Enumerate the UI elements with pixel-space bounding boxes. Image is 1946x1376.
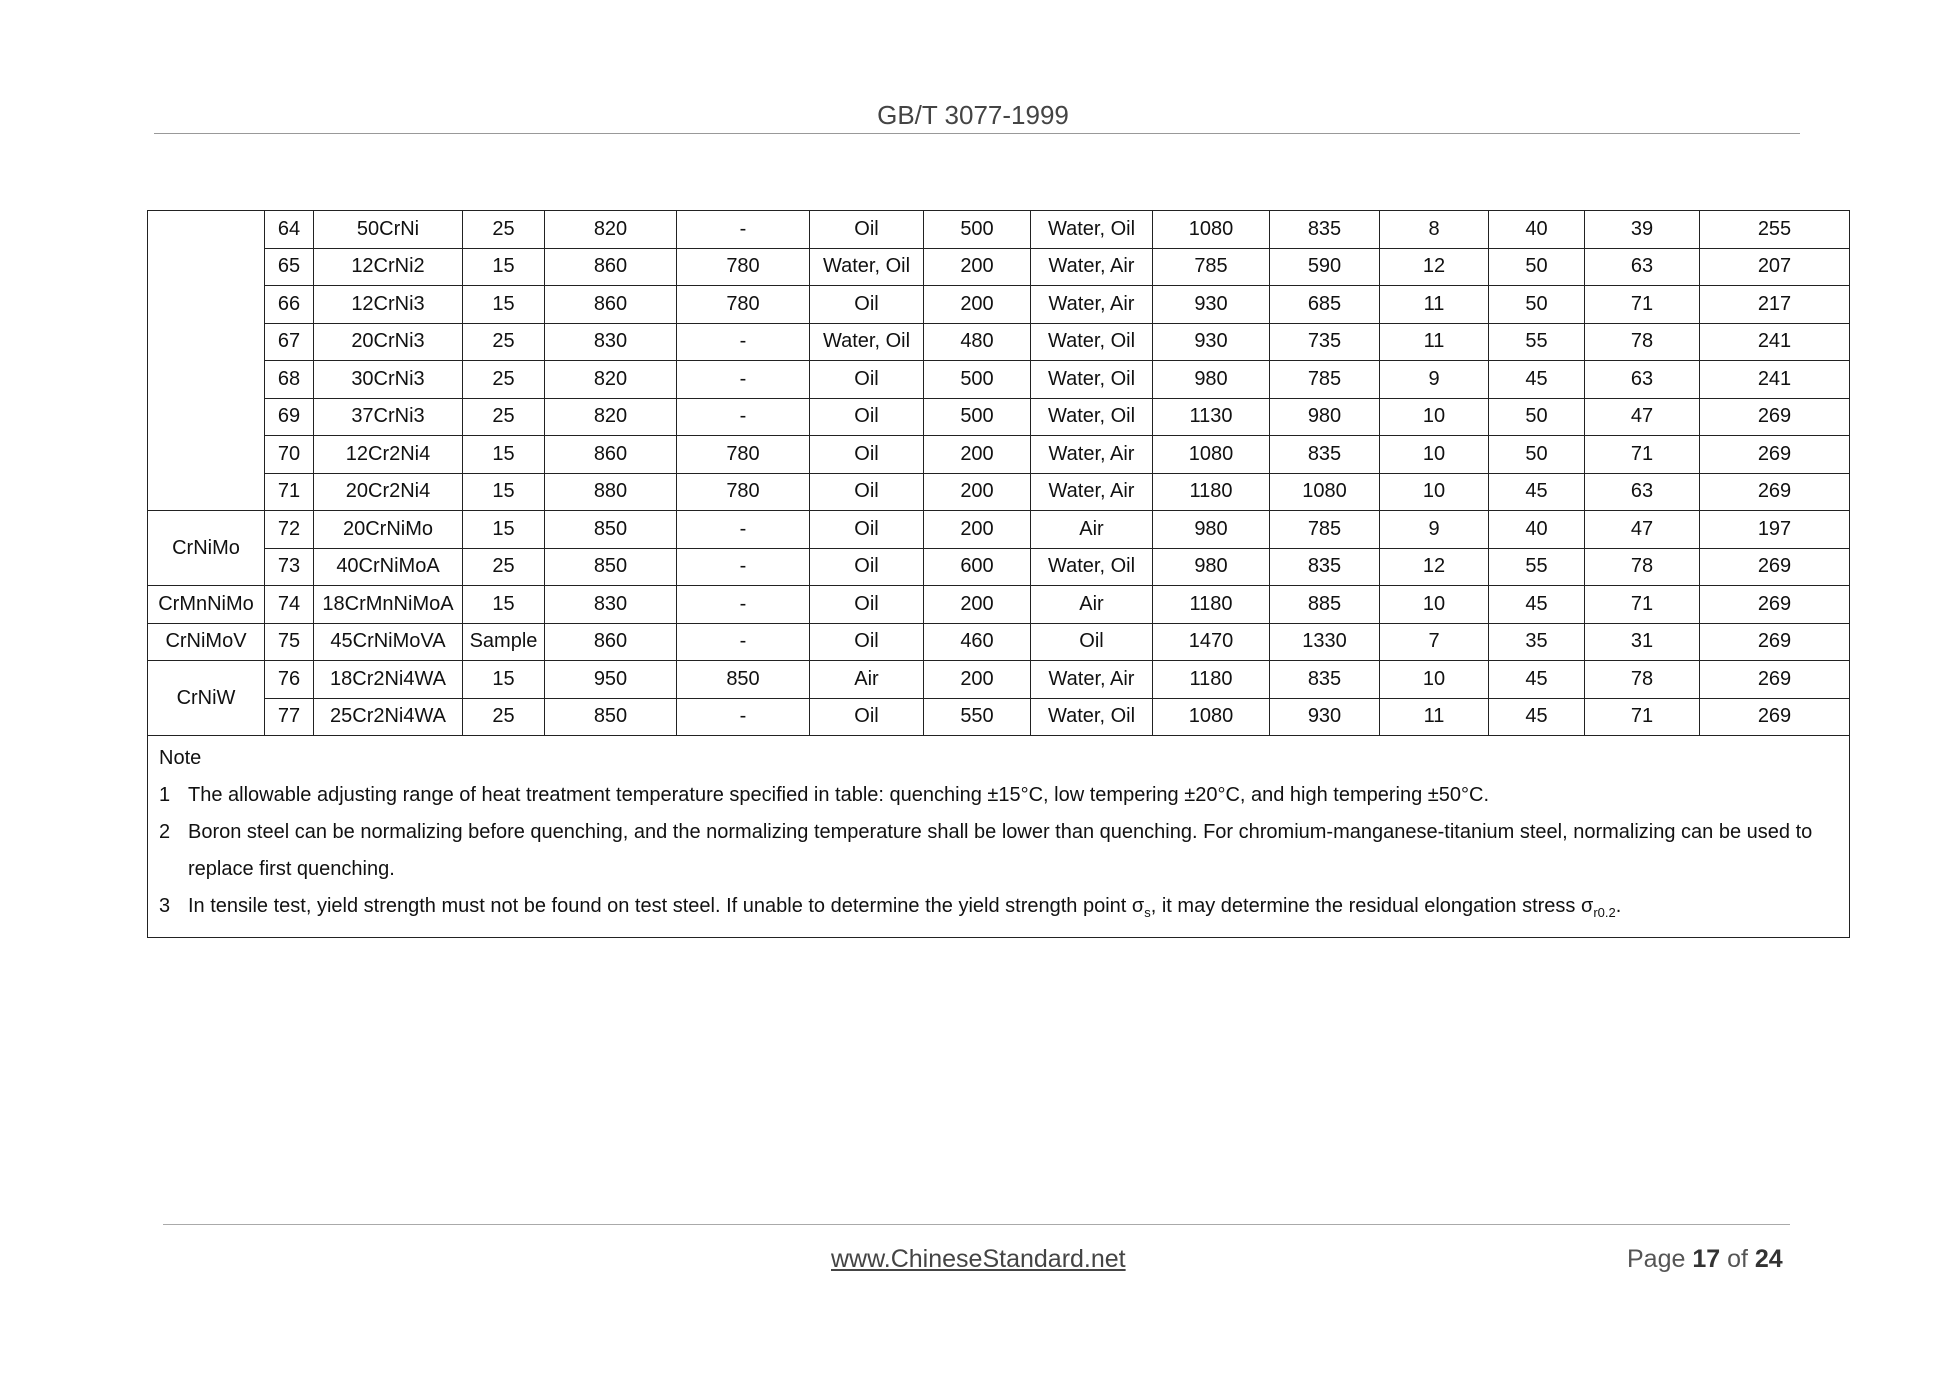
table-cell: Air — [810, 661, 924, 699]
row-number-cell: 76 — [265, 661, 314, 699]
subscript: r0.2 — [1593, 905, 1616, 920]
table-cell: 12 — [1380, 548, 1489, 586]
note-text-part: . — [1615, 895, 1622, 917]
table-cell: 241 — [1700, 323, 1850, 361]
note-2 — [148, 814, 1849, 888]
table-row — [148, 623, 1850, 661]
steel-grade-cell: 20Cr2Ni4 — [314, 473, 463, 511]
table-cell: 9 — [1380, 511, 1489, 549]
table-cell: 1080 — [1153, 436, 1270, 474]
table-cell: 10 — [1380, 398, 1489, 436]
table-cell: 1470 — [1153, 623, 1270, 661]
table-cell: Water, Air — [1031, 661, 1153, 699]
table-cell: 835 — [1270, 211, 1380, 249]
table-cell: Water, Oil — [810, 323, 924, 361]
table-cell: 10 — [1380, 586, 1489, 624]
table-row — [148, 361, 1850, 399]
table-row — [148, 698, 1850, 736]
table-cell: 45 — [1489, 473, 1585, 511]
table-cell: 269 — [1700, 698, 1850, 736]
table-row — [148, 436, 1850, 474]
table-cell: 930 — [1153, 323, 1270, 361]
table-cell: 269 — [1700, 661, 1850, 699]
table-cell: 71 — [1585, 436, 1700, 474]
table-cell: - — [677, 211, 810, 249]
page-indicator — [1627, 1245, 1783, 1274]
table-row — [148, 211, 1850, 249]
table-cell: 980 — [1153, 511, 1270, 549]
table-cell: Water, Oil — [1031, 398, 1153, 436]
table-cell: 200 — [924, 248, 1031, 286]
subscript: s — [1144, 905, 1151, 920]
table-cell: 15 — [463, 511, 545, 549]
table-cell: 980 — [1153, 548, 1270, 586]
table-cell: 15 — [463, 436, 545, 474]
table-cell: - — [677, 698, 810, 736]
table-cell: Water, Oil — [810, 248, 924, 286]
table-cell: 590 — [1270, 248, 1380, 286]
table-cell: 50 — [1489, 398, 1585, 436]
table-cell: 35 — [1489, 623, 1585, 661]
table-cell: 1130 — [1153, 398, 1270, 436]
steel-grade-cell: 37CrNi3 — [314, 398, 463, 436]
steel-grade-cell: 50CrNi — [314, 211, 463, 249]
row-number-cell: 66 — [265, 286, 314, 324]
table-cell: 10 — [1380, 661, 1489, 699]
table-cell: Sample — [463, 623, 545, 661]
table-cell: Water, Air — [1031, 436, 1153, 474]
table-cell: 25 — [463, 361, 545, 399]
note-number: 3 — [159, 895, 171, 917]
table-cell: 460 — [924, 623, 1031, 661]
note-text: The allowable adjusting range of heat treatment temperature specified in table: quenching ±15°C, low tempering ±20°C, and high tempering ±50°C. — [188, 784, 1490, 806]
table-cell: 1180 — [1153, 473, 1270, 511]
note-text: Boron steel can be normalizing before quenching, and the normalizing temperature shall be lower than quenching. For chromium-manganese-titanium steel, normalizing can be used to replace first quenching. — [188, 821, 1813, 880]
table-row — [148, 586, 1850, 624]
table-cell: 255 — [1700, 211, 1850, 249]
table-cell: 850 — [677, 661, 810, 699]
table-cell: 269 — [1700, 398, 1850, 436]
table-cell: - — [677, 511, 810, 549]
steel-grade-cell: 12CrNi3 — [314, 286, 463, 324]
steel-group-cell — [148, 211, 265, 511]
note-text-part: In tensile test, yield strength must not be found on test steel. If unable to determine the yield strength point — [188, 895, 1132, 917]
table-cell: 1180 — [1153, 586, 1270, 624]
page-prefix: Page — [1627, 1245, 1693, 1273]
table-cell: Air — [1031, 511, 1153, 549]
table-cell: Oil — [810, 473, 924, 511]
table-cell: 200 — [924, 511, 1031, 549]
website-link[interactable]: www.ChineseStandard.net — [831, 1245, 1126, 1273]
table-cell: 45 — [1489, 361, 1585, 399]
table-cell: 78 — [1585, 661, 1700, 699]
steel-grade-cell: 30CrNi3 — [314, 361, 463, 399]
table-cell: 785 — [1270, 361, 1380, 399]
table-cell: 25 — [463, 548, 545, 586]
table-cell: 7 — [1380, 623, 1489, 661]
table-row — [148, 511, 1850, 549]
table-cell: 1080 — [1153, 211, 1270, 249]
table-cell: 10 — [1380, 473, 1489, 511]
table-cell: - — [677, 398, 810, 436]
table-cell: 269 — [1700, 623, 1850, 661]
table-cell: 197 — [1700, 511, 1850, 549]
table-cell: 10 — [1380, 436, 1489, 474]
table-cell: 71 — [1585, 698, 1700, 736]
table-cell: 71 — [1585, 586, 1700, 624]
table-cell: 500 — [924, 211, 1031, 249]
table-cell: 1180 — [1153, 661, 1270, 699]
table-cell: 820 — [545, 361, 677, 399]
table-cell: 780 — [677, 248, 810, 286]
table-cell: 15 — [463, 248, 545, 286]
note-text-part: , it may determine the residual elongation stress — [1150, 895, 1581, 917]
table-cell: 31 — [1585, 623, 1700, 661]
table-cell: 780 — [677, 286, 810, 324]
row-number-cell: 71 — [265, 473, 314, 511]
table-cell: 40 — [1489, 511, 1585, 549]
table-cell: 200 — [924, 436, 1031, 474]
table-cell: 785 — [1153, 248, 1270, 286]
table-cell: - — [677, 548, 810, 586]
table-cell: 830 — [545, 586, 677, 624]
table-cell: 25 — [463, 698, 545, 736]
table-cell: 71 — [1585, 286, 1700, 324]
row-number-cell: 67 — [265, 323, 314, 361]
table-cell: 480 — [924, 323, 1031, 361]
table-cell: Water, Oil — [1031, 698, 1153, 736]
row-number-cell: 73 — [265, 548, 314, 586]
steel-grade-cell: 45CrNiMoVA — [314, 623, 463, 661]
row-number-cell: 72 — [265, 511, 314, 549]
table-cell: 45 — [1489, 661, 1585, 699]
row-number-cell: 65 — [265, 248, 314, 286]
table-cell: Water, Air — [1031, 473, 1153, 511]
table-cell: Oil — [810, 623, 924, 661]
table-cell: 850 — [545, 511, 677, 549]
table-cell: 200 — [924, 286, 1031, 324]
page-number: 17 — [1692, 1245, 1721, 1273]
table-cell: Water, Oil — [1031, 211, 1153, 249]
table-cell: Oil — [810, 698, 924, 736]
table-cell: 78 — [1585, 323, 1700, 361]
footer-divider — [163, 1224, 1790, 1225]
table-cell: 835 — [1270, 661, 1380, 699]
table-cell: 850 — [545, 548, 677, 586]
table-cell: 15 — [463, 661, 545, 699]
table-cell: 820 — [545, 211, 677, 249]
table-cell: 55 — [1489, 323, 1585, 361]
table-cell: 1080 — [1153, 698, 1270, 736]
table-cell: Water, Oil — [1031, 361, 1153, 399]
page-mid: of — [1720, 1245, 1755, 1273]
table-cell: 45 — [1489, 586, 1585, 624]
table-cell: - — [677, 323, 810, 361]
sigma-symbol: σ — [1580, 895, 1594, 917]
table-cell: - — [677, 623, 810, 661]
table-cell: 15 — [463, 586, 545, 624]
steel-grade-cell: 12Cr2Ni4 — [314, 436, 463, 474]
steel-group-cell: CrNiW — [148, 661, 265, 736]
table-cell: 269 — [1700, 548, 1850, 586]
table-cell: 9 — [1380, 361, 1489, 399]
table-body — [148, 211, 1850, 736]
notes-cell — [148, 736, 1850, 938]
table-cell: Oil — [810, 436, 924, 474]
sigma-symbol: σ — [1131, 895, 1145, 917]
table-cell: 269 — [1700, 586, 1850, 624]
table-cell: 12 — [1380, 248, 1489, 286]
table-cell: 500 — [924, 361, 1031, 399]
table-cell: 15 — [463, 286, 545, 324]
table-cell: 217 — [1700, 286, 1850, 324]
table-cell: Water, Air — [1031, 286, 1153, 324]
note-1 — [148, 777, 1849, 814]
document-header-title: GB/T 3077-1999 — [877, 100, 1069, 130]
table-cell: 78 — [1585, 548, 1700, 586]
table-cell: 950 — [545, 661, 677, 699]
table-cell: 25 — [463, 398, 545, 436]
table-cell: 50 — [1489, 286, 1585, 324]
note-number: 2 — [159, 821, 171, 843]
table-cell: 25 — [463, 323, 545, 361]
table-cell: 820 — [545, 398, 677, 436]
table-cell: 200 — [924, 473, 1031, 511]
row-number-cell: 69 — [265, 398, 314, 436]
table-cell: 55 — [1489, 548, 1585, 586]
table-cell: 930 — [1270, 698, 1380, 736]
row-number-cell: 75 — [265, 623, 314, 661]
table-cell: 885 — [1270, 586, 1380, 624]
table-row — [148, 286, 1850, 324]
table-cell: - — [677, 361, 810, 399]
table-cell: 980 — [1153, 361, 1270, 399]
table-cell: Air — [1031, 586, 1153, 624]
header-divider — [154, 133, 1800, 134]
table-cell: 600 — [924, 548, 1031, 586]
table-cell: Oil — [810, 548, 924, 586]
table-cell: 930 — [1153, 286, 1270, 324]
table-cell: 269 — [1700, 473, 1850, 511]
row-number-cell: 70 — [265, 436, 314, 474]
table-row — [148, 248, 1850, 286]
table-cell: 200 — [924, 661, 1031, 699]
steel-grade-cell: 40CrNiMoA — [314, 548, 463, 586]
table-cell: 835 — [1270, 436, 1380, 474]
table-cell: Oil — [810, 586, 924, 624]
table-cell: 40 — [1489, 211, 1585, 249]
steel-grade-cell: 20CrNi3 — [314, 323, 463, 361]
table-cell: 39 — [1585, 211, 1700, 249]
table-cell: 500 — [924, 398, 1031, 436]
table-cell: 860 — [545, 248, 677, 286]
table-cell: 980 — [1270, 398, 1380, 436]
table-cell: 860 — [545, 436, 677, 474]
note-number: 1 — [159, 784, 171, 806]
table-cell: 880 — [545, 473, 677, 511]
table-cell: 8 — [1380, 211, 1489, 249]
table-cell: 830 — [545, 323, 677, 361]
table-cell: Water, Oil — [1031, 548, 1153, 586]
table-cell: Oil — [810, 211, 924, 249]
table-cell: 1080 — [1270, 473, 1380, 511]
row-number-cell: 77 — [265, 698, 314, 736]
table-cell: 685 — [1270, 286, 1380, 324]
table-cell: 780 — [677, 436, 810, 474]
steel-grade-cell: 12CrNi2 — [314, 248, 463, 286]
table-row — [148, 323, 1850, 361]
table-row — [148, 398, 1850, 436]
table-cell: - — [677, 586, 810, 624]
steel-properties-table — [147, 210, 1850, 938]
note-text — [188, 888, 1849, 931]
table-cell: Oil — [810, 511, 924, 549]
table-row — [148, 548, 1850, 586]
steel-grade-cell: 25Cr2Ni4WA — [314, 698, 463, 736]
table-row — [148, 473, 1850, 511]
table-cell: 25 — [463, 211, 545, 249]
table-cell: 45 — [1489, 698, 1585, 736]
steel-group-cell: CrMnNiMo — [148, 586, 265, 624]
table-cell: 735 — [1270, 323, 1380, 361]
page-total: 24 — [1754, 1245, 1783, 1273]
row-number-cell: 64 — [265, 211, 314, 249]
table-cell: Oil — [810, 286, 924, 324]
notes-row — [148, 736, 1850, 938]
row-number-cell: 68 — [265, 361, 314, 399]
steel-grade-cell: 18CrMnNiMoA — [314, 586, 463, 624]
table-cell: Water, Oil — [1031, 323, 1153, 361]
table-cell: 241 — [1700, 361, 1850, 399]
notes-title: Note — [159, 747, 202, 769]
table-cell: 1330 — [1270, 623, 1380, 661]
steel-group-cell: CrNiMoV — [148, 623, 265, 661]
table-cell: Oil — [1031, 623, 1153, 661]
row-number-cell: 74 — [265, 586, 314, 624]
table-cell: Oil — [810, 361, 924, 399]
table-cell: 835 — [1270, 548, 1380, 586]
table-cell: Water, Air — [1031, 248, 1153, 286]
table-cell: 207 — [1700, 248, 1850, 286]
table-cell: 63 — [1585, 361, 1700, 399]
table-cell: 200 — [924, 586, 1031, 624]
table-cell: 50 — [1489, 248, 1585, 286]
table-cell: 63 — [1585, 473, 1700, 511]
table-cell: 785 — [1270, 511, 1380, 549]
table-cell: 860 — [545, 286, 677, 324]
table-cell: 780 — [677, 473, 810, 511]
steel-group-cell: CrNiMo — [148, 511, 265, 586]
table-cell: 550 — [924, 698, 1031, 736]
steel-grade-cell: 18Cr2Ni4WA — [314, 661, 463, 699]
table-cell: 11 — [1380, 323, 1489, 361]
table-cell: 11 — [1380, 698, 1489, 736]
table-cell: 15 — [463, 473, 545, 511]
table-row — [148, 661, 1850, 699]
table-cell: Oil — [810, 398, 924, 436]
table-cell: 269 — [1700, 436, 1850, 474]
table-cell: 47 — [1585, 398, 1700, 436]
table-cell: 11 — [1380, 286, 1489, 324]
note-3 — [148, 888, 1849, 931]
steel-grade-cell: 20CrNiMo — [314, 511, 463, 549]
table-cell: 47 — [1585, 511, 1700, 549]
table-cell: 63 — [1585, 248, 1700, 286]
table-cell: 50 — [1489, 436, 1585, 474]
table-cell: 850 — [545, 698, 677, 736]
table-cell: 860 — [545, 623, 677, 661]
